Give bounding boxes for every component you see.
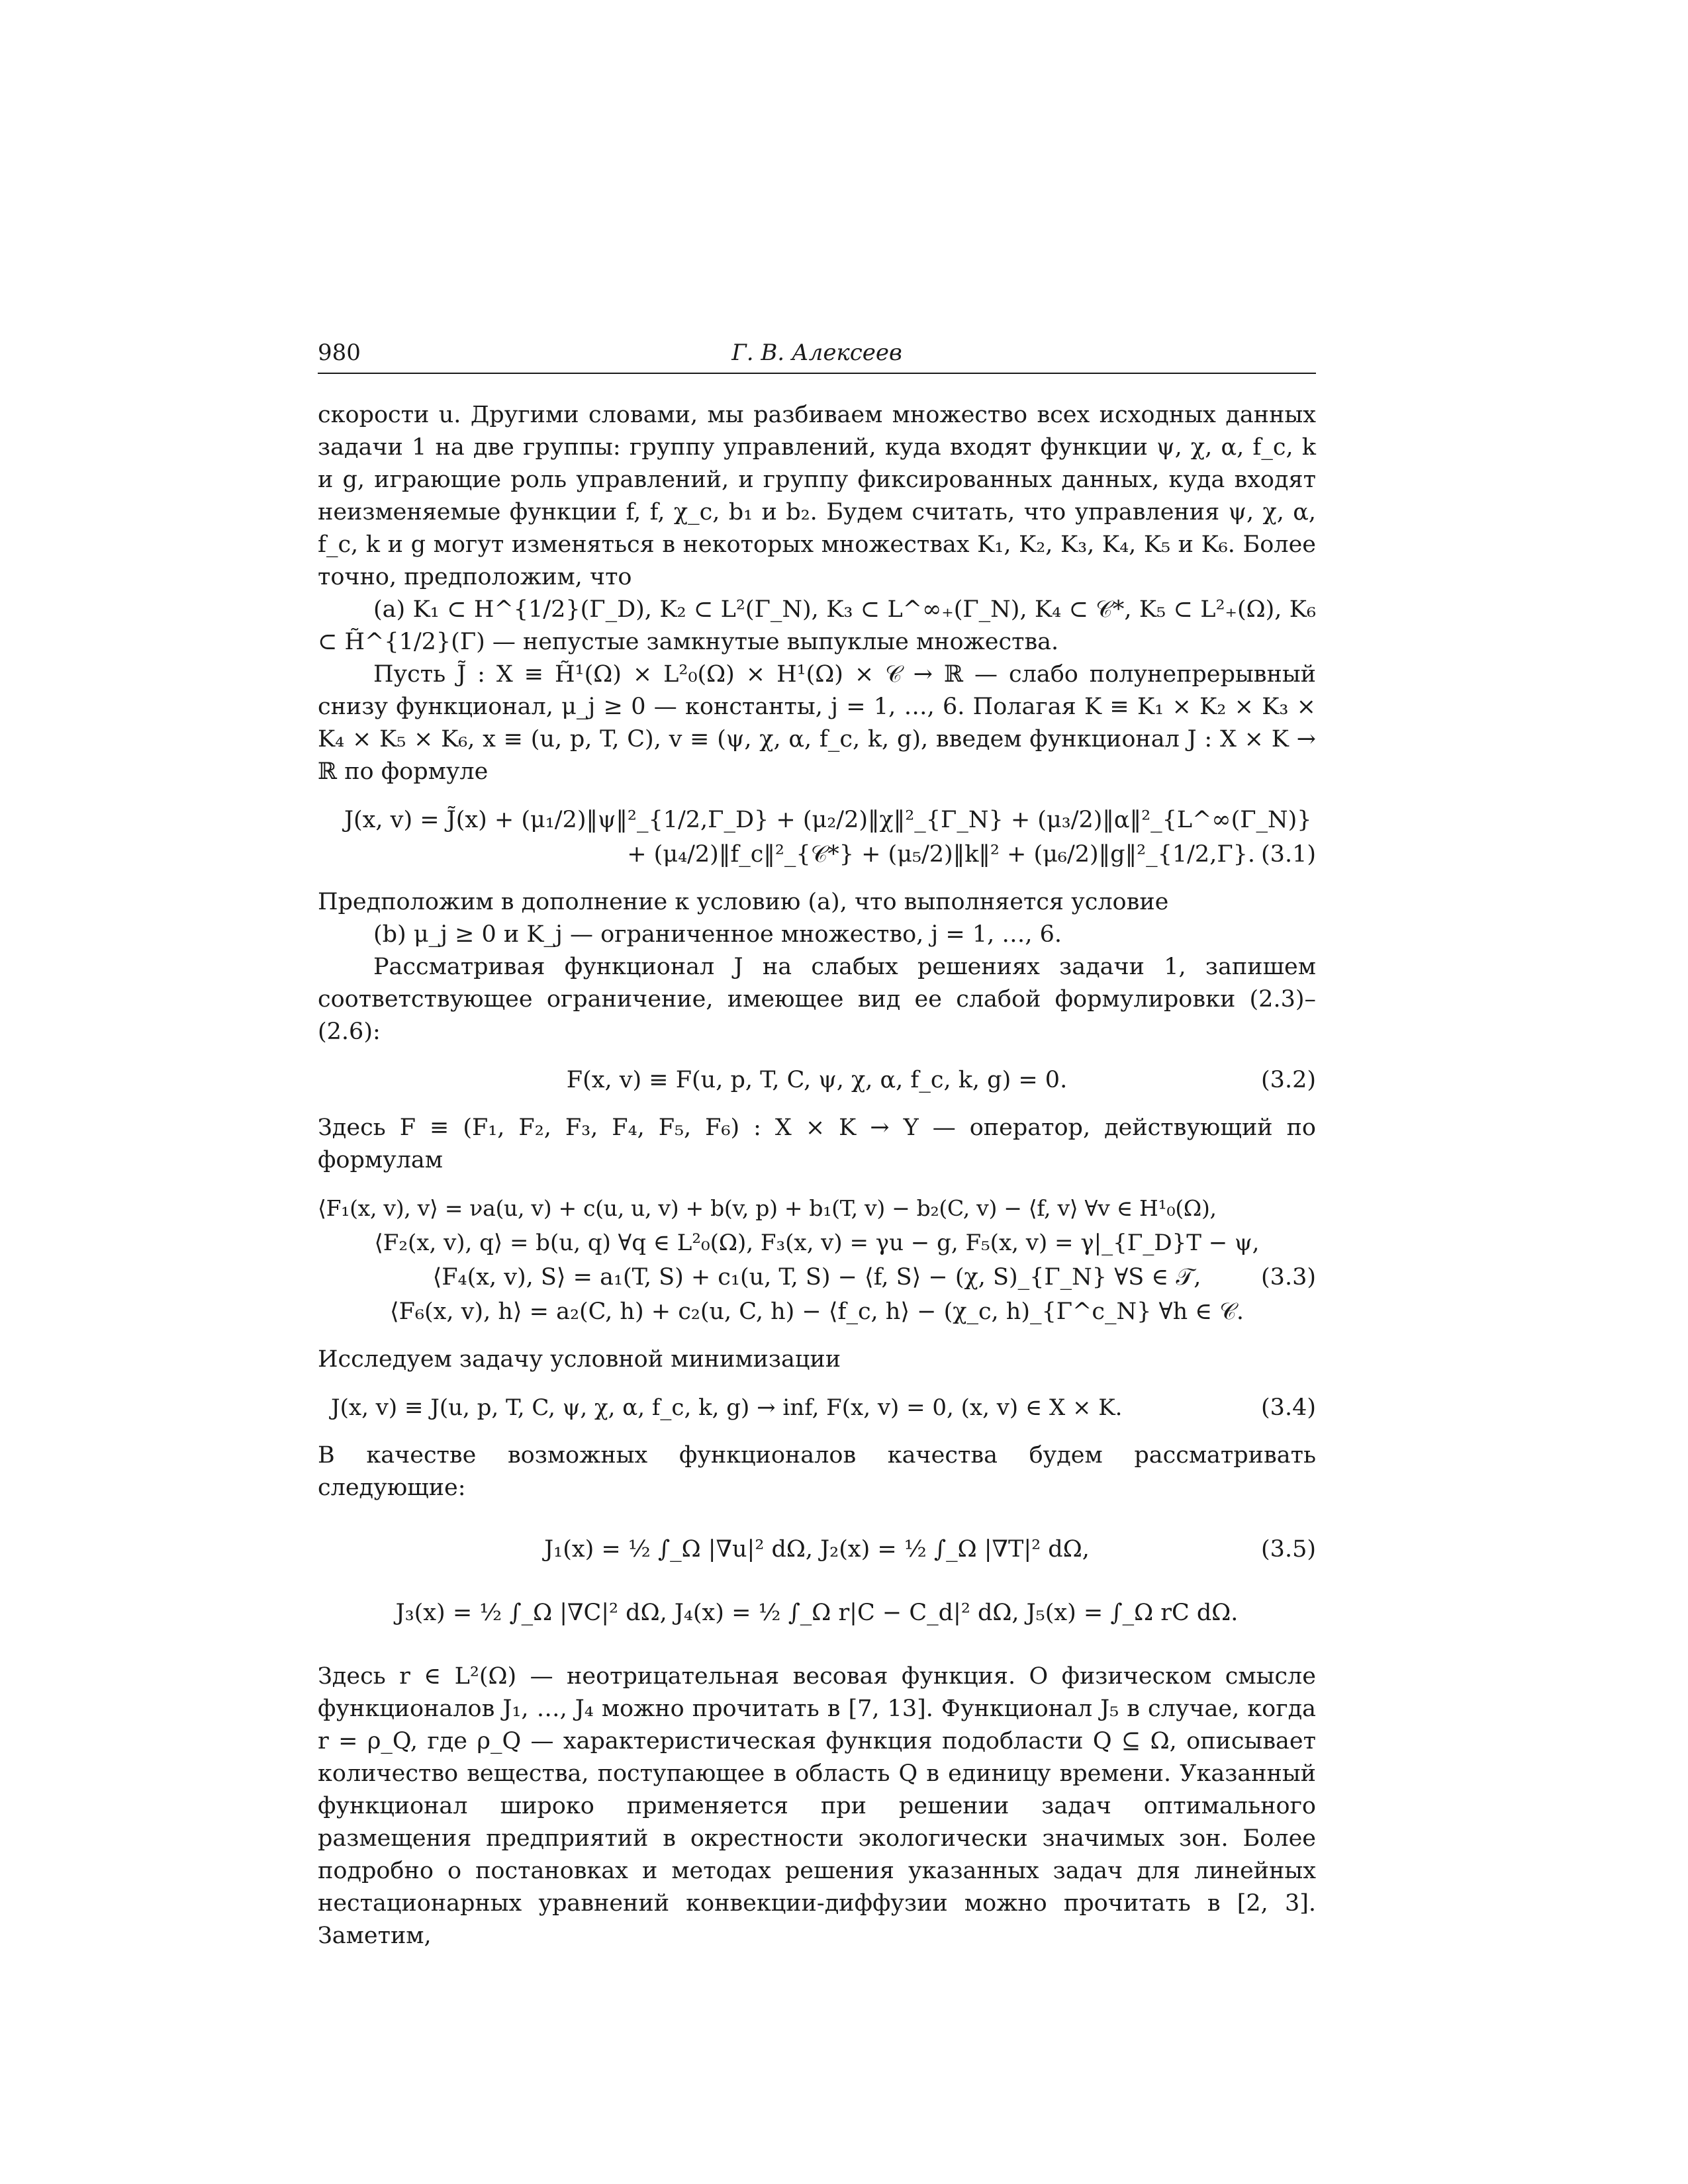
page: [318, 334, 1316, 1952]
equation-number: (3.3): [1261, 1264, 1316, 1291]
equation-number: (3.5): [1261, 1536, 1316, 1563]
page-number: 980: [318, 340, 361, 366]
equation-3-3: [318, 1191, 1316, 1329]
equation-3-3-line-1: ⟨F₁(x, v), v⟩ = νa(u, v) + c(u, u, v) + b(v, p) + b₁(T, v) − b₂(C, v) − ⟨f, v⟩ ∀v ∈ H¹₀(Ω),: [318, 1195, 1217, 1221]
paragraph-functional-def: Пусть J̃ : X ≡ H̃¹(Ω) × L²₀(Ω) × H¹(Ω) × 𝒞 → ℝ — слабо полунепрерывный снизу функционал, μ_j ≥ 0 — константы, j = 1, …, 6. Полагая K ≡ K₁ × K₂ × K₃ × K₄ × K₅ × K₆, x ≡ (u, p, T, C), v ≡ (ψ, χ, α, f_c, k, g), введем функционал J : X × K → ℝ по формуле: [318, 661, 1316, 785]
equation-3-1: [318, 803, 1316, 872]
equation-3-5-line-1: J₁(x) = ½ ∫_Ω |∇u|² dΩ, J₂(x) = ½ ∫_Ω |∇T|² dΩ, (3.5): [318, 1519, 1316, 1582]
running-header: [318, 334, 1316, 374]
running-head-author: Г. В. Алексеев: [731, 340, 902, 366]
equation-number: (3.2): [1261, 1067, 1316, 1093]
paragraph-quality: В качестве возможных функционалов качества будем рассматривать следующие:: [318, 1442, 1316, 1501]
equation-3-4: J(x, v) ≡ J(u, p, T, C, ψ, χ, α, f_c, k, g) → inf, F(x, v) = 0, (x, v) ∈ X × K. (3.4): [318, 1390, 1316, 1425]
paragraph-weight: Здесь r ∈ L²(Ω) — неотрицательная весовая функция. О физическом смысле функционалов J₁, …, J₄ можно прочитать в [7, 13]. Функционал J₅ в случае, когда r = ρ_Q, где ρ_Q — характеристическая функция подобласти Q ⊆ Ω, описывает количество вещества, поступающее в область Q в единицу времени. Указанный функционал широко применяется при решении задач оптимального размещения предприятий в окрестности экологически значимых зон. Более подробно о постановках и методах решения указанных задач для линейных нестационарных уравнений конвекции-диффузии можно прочитать в [2, 3]. Заметим,: [318, 1663, 1316, 1949]
paragraph-controls: скорости u. Другими словами, мы разбиваем множество всех исходных данных задачи 1 на две группы: группу управлений, куда входят функции ψ, χ, α, f_c, k и g, играющие роль управлений, и группу фиксированных данных, куда входят неизменяемые функции f, f, χ_c, b₁ и b₂. Будем считать, что управления ψ, χ, α, f_c, k и g могут изменяться в некоторых множествах K₁, K₂, K₃, K₄, K₅ и K₆. Более точно, предположим, что: [318, 402, 1316, 590]
paragraph-assume-b: Предположим в дополнение к условию (a), что выполняется условие: [318, 889, 1169, 915]
assumption-a: (a) K₁ ⊂ H^{1/2}(Γ_D), K₂ ⊂ L²(Γ_N), K₃ ⊂ L^∞₊(Γ_N), K₄ ⊂ 𝒞*, K₅ ⊂ L²₊(Ω), K₆ ⊂ H̃^{1/2}(Γ) — непустые замкнутые выпуклые множества.: [318, 596, 1316, 655]
equation-3-1-line-2: + (μ₄/2)‖f_c‖²_{𝒞*} + (μ₅/2)‖k‖² + (μ₆/2)‖g‖²_{1/2,Γ}. (3.1): [318, 837, 1316, 872]
page-body: [318, 399, 1316, 1952]
equation-3-5-line-2: J₃(x) = ½ ∫_Ω |∇C|² dΩ, J₄(x) = ½ ∫_Ω r|C − C_d|² dΩ, J₅(x) = ∫_Ω rC dΩ.: [395, 1600, 1239, 1626]
equation-3-3-line-2: ⟨F₂(x, v), q⟩ = b(u, q) ∀q ∈ L²₀(Ω), F₃(x, v) = γu − g, F₅(x, v) = γ|_{Γ_D}T − ψ,: [374, 1230, 1260, 1256]
equation-3-1-line-1: J(x, v) = J̃(x) + (μ₁/2)‖ψ‖²_{1/2,Γ_D} + (μ₂/2)‖χ‖²_{Γ_N} + (μ₃/2)‖α‖²_{L^∞(Γ_N)}: [344, 807, 1312, 833]
equation-3-3-line-3: ⟨F₄(x, v), S⟩ = a₁(T, S) + c₁(u, T, S) − ⟨f, S⟩ − (χ, S)_{Γ_N} ∀S ∈ 𝒯, (3.3): [318, 1260, 1316, 1295]
equation-number: (3.4): [1261, 1394, 1316, 1421]
equation-3-5: [318, 1519, 1316, 1646]
equation-number: (3.1): [1261, 841, 1316, 868]
equation-3-3-line-4: ⟨F₆(x, v), h⟩ = a₂(C, h) + c₂(u, C, h) − ⟨f_c, h⟩ − (χ_c, h)_{Γ^c_N} ∀h ∈ 𝒞.: [390, 1298, 1244, 1325]
paragraph-operator: Здесь F ≡ (F₁, F₂, F₃, F₄, F₅, F₆) : X × K → Y — оператор, действующий по формулам: [318, 1115, 1316, 1173]
paragraph-problem: Исследуем задачу условной минимизации: [318, 1346, 841, 1373]
equation-3-2: F(x, v) ≡ F(u, p, T, C, ψ, χ, α, f_c, k, g) = 0. (3.2): [318, 1063, 1316, 1097]
assumption-b: (b) μ_j ≥ 0 и K_j — ограниченное множество, j = 1, …, 6.: [373, 921, 1062, 948]
paragraph-constraint: Рассматривая функционал J на слабых решениях задачи 1, запишем соответствующее ограничение, имеющее вид ее слабой формулировки (2.3)–(2.6):: [318, 954, 1316, 1045]
